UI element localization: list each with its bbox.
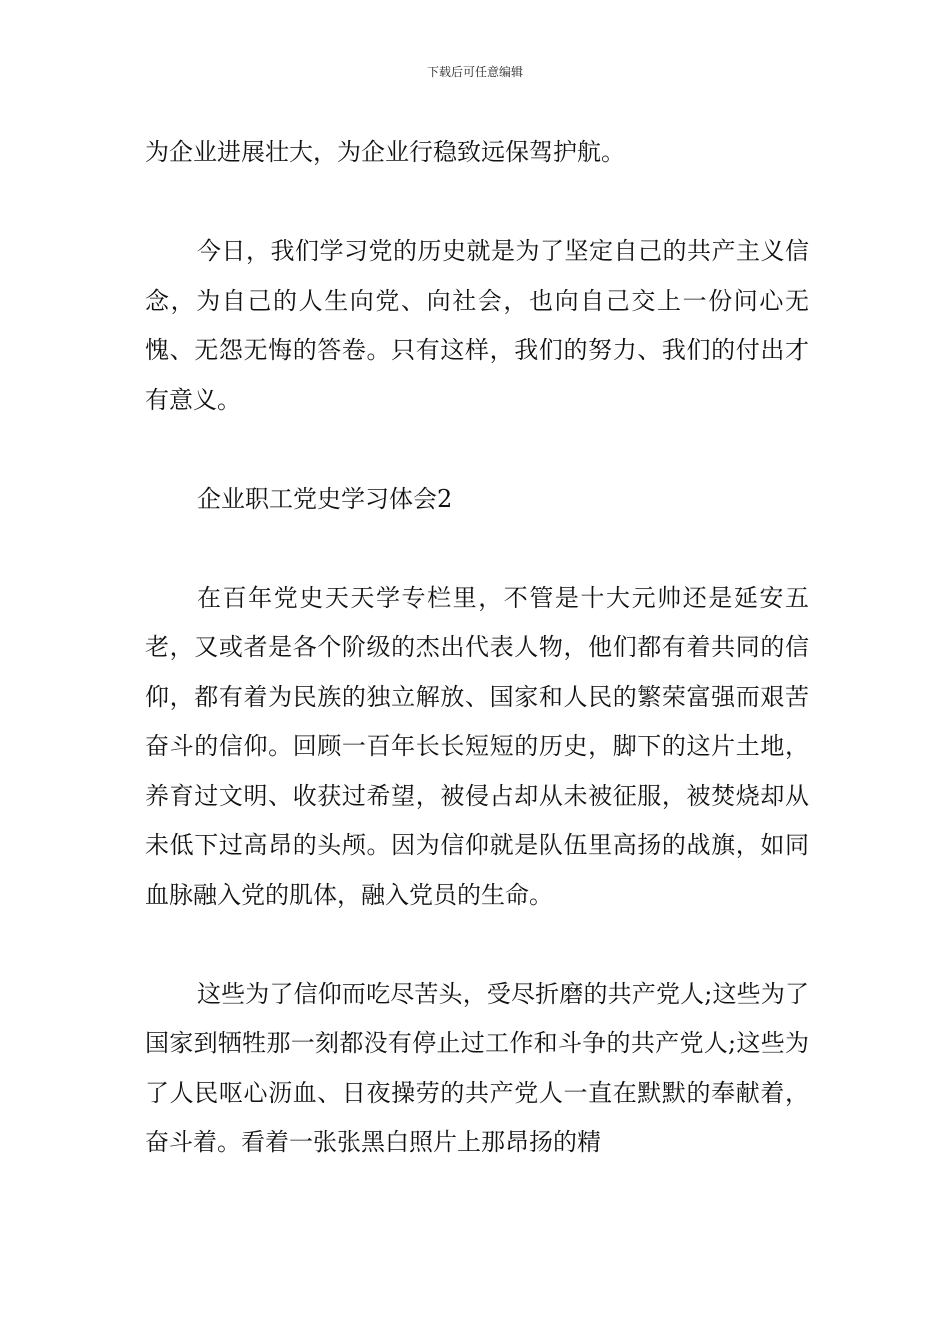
document-body bbox=[145, 128, 809, 1168]
page-header: 下载后可任意编辑 bbox=[426, 65, 523, 79]
paragraph-continuation: 为企业进展壮大，为企业行稳致远保驾护航。 bbox=[145, 138, 625, 166]
paragraph-belief: 在百年党史天天学专栏里，不管是十大元帅还是延安五老，又或者是各个阶级的杰出代表人物，他们都有着共同的信仰，都有着为民族的独立解放、国家和人民的繁荣富强而艰苦奋斗的信仰。回顾一百年长长短短的历史，脚下的这片土地，养育过文明、收获过希望，被侵占却从未被征服，被焚烧却从未低下过高昂的头颅。因为信仰就是队伍里高扬的战旗，如同血脉融入党的肌体，融入党员的生命。 bbox=[145, 583, 809, 909]
paragraph-communists: 这些为了信仰而吃尽苦头，受尽折磨的共产党人;这些为了国家到牺牲那一刻都没有停止过工作和斗争的共产党人;这些为了人民呕心沥血、日夜操劳的共产党人一直在默默的奉献着，奋斗着。看着一张张黑白照片上那昂扬的精 bbox=[145, 979, 809, 1156]
section-heading: 企业职工党史学习体会2 bbox=[197, 484, 453, 513]
paragraph-history-study: 今日，我们学习党的历史就是为了坚定自己的共产主义信念，为自己的人生向党、向社会，也向自己交上一份问心无愧、无怨无悔的答卷。只有这样，我们的努力、我们的付出才有意义。 bbox=[145, 237, 809, 414]
